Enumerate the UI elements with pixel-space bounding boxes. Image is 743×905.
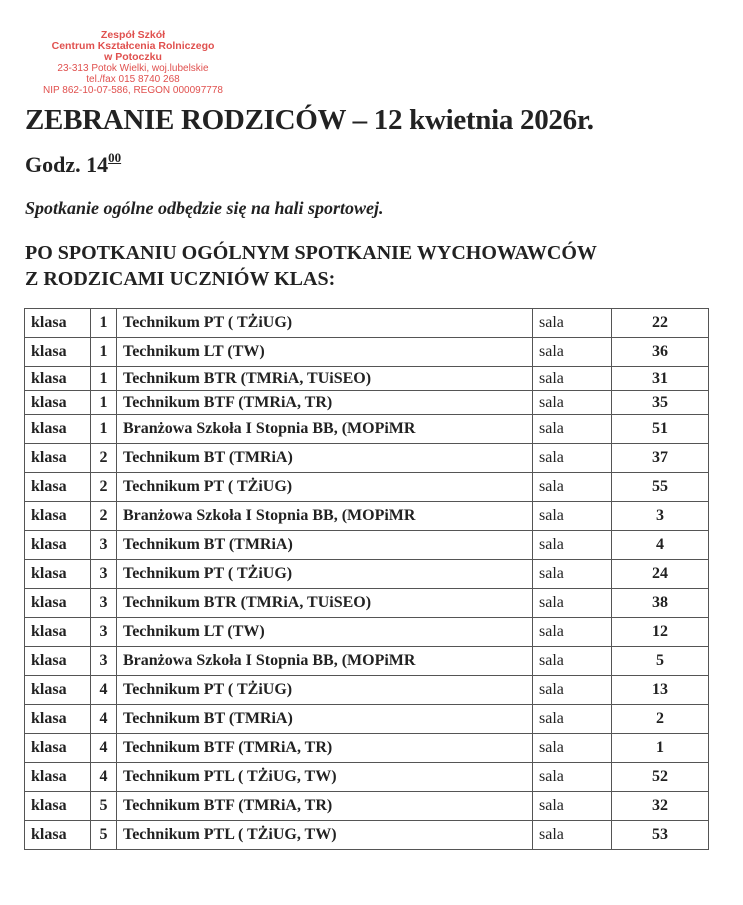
table-row	[25, 338, 709, 367]
room-label: sala	[533, 391, 612, 415]
meeting-time	[25, 152, 121, 178]
room-number: 13	[612, 676, 709, 705]
class-name: Technikum BTR (TMRiA, TUiSEO)	[117, 367, 533, 391]
class-label: klasa	[25, 792, 91, 821]
class-label: klasa	[25, 734, 91, 763]
class-year: 4	[91, 676, 117, 705]
room-label: sala	[533, 444, 612, 473]
class-year: 3	[91, 531, 117, 560]
class-year: 3	[91, 647, 117, 676]
class-name: Technikum BTR (TMRiA, TUiSEO)	[117, 589, 533, 618]
room-number: 4	[612, 531, 709, 560]
stamp-line: NIP 862-10-07-586, REGON 000097778	[43, 85, 223, 96]
class-label: klasa	[25, 618, 91, 647]
room-number: 3	[612, 502, 709, 531]
class-year: 4	[91, 763, 117, 792]
stamp-line: w Potoczku	[104, 51, 162, 63]
room-label: sala	[533, 734, 612, 763]
time-label: Godz. 14	[25, 152, 109, 177]
school-stamp	[28, 30, 238, 96]
room-number: 1	[612, 734, 709, 763]
table-row	[25, 531, 709, 560]
document-title: ZEBRANIE RODZICÓW – 12 kwietnia 2026r.	[25, 104, 594, 136]
room-label: sala	[533, 676, 612, 705]
table-row	[25, 734, 709, 763]
class-name: Technikum BT (TMRiA)	[117, 444, 533, 473]
class-name: Technikum PT ( TŻiUG)	[117, 560, 533, 589]
class-year: 1	[91, 338, 117, 367]
room-number: 5	[612, 647, 709, 676]
room-number: 51	[612, 415, 709, 444]
room-label: sala	[533, 531, 612, 560]
class-year: 3	[91, 560, 117, 589]
room-number: 32	[612, 792, 709, 821]
class-year: 1	[91, 367, 117, 391]
class-name: Technikum LT (TW)	[117, 338, 533, 367]
stamp-line: tel./fax 015 8740 268	[86, 74, 180, 85]
class-year: 5	[91, 821, 117, 850]
table-row	[25, 647, 709, 676]
class-label: klasa	[25, 415, 91, 444]
class-year: 2	[91, 473, 117, 502]
room-label: sala	[533, 338, 612, 367]
room-label: sala	[533, 792, 612, 821]
class-year: 2	[91, 444, 117, 473]
class-label: klasa	[25, 647, 91, 676]
table-row	[25, 821, 709, 850]
table-row	[25, 309, 709, 338]
general-meeting-info: Spotkanie ogólne odbędzie się na hali sportowej.	[25, 198, 384, 218]
class-name: Technikum BTF (TMRiA, TR)	[117, 391, 533, 415]
room-number: 22	[612, 309, 709, 338]
table-row	[25, 589, 709, 618]
room-label: sala	[533, 589, 612, 618]
room-label: sala	[533, 763, 612, 792]
table-row	[25, 473, 709, 502]
class-label: klasa	[25, 763, 91, 792]
room-label: sala	[533, 473, 612, 502]
table-row	[25, 618, 709, 647]
room-number: 35	[612, 391, 709, 415]
class-year: 3	[91, 618, 117, 647]
room-label: sala	[533, 647, 612, 676]
class-label: klasa	[25, 473, 91, 502]
room-number: 24	[612, 560, 709, 589]
class-name: Technikum PT ( TŻiUG)	[117, 676, 533, 705]
class-name: Technikum BTF (TMRiA, TR)	[117, 792, 533, 821]
class-name: Technikum PT ( TŻiUG)	[117, 309, 533, 338]
stamp-line: 23-313 Potok Wielki, woj.lubelskie	[57, 63, 209, 74]
table-row	[25, 792, 709, 821]
class-label: klasa	[25, 338, 91, 367]
table-row	[25, 502, 709, 531]
room-number: 55	[612, 473, 709, 502]
room-label: sala	[533, 705, 612, 734]
class-name: Technikum PTL ( TŻiUG, TW)	[117, 821, 533, 850]
class-room-table	[24, 308, 709, 850]
class-label: klasa	[25, 589, 91, 618]
class-name: Technikum BT (TMRiA)	[117, 705, 533, 734]
stamp-line: Centrum Kształcenia Rolniczego	[51, 40, 215, 52]
room-label: sala	[533, 560, 612, 589]
class-label: klasa	[25, 309, 91, 338]
class-name: Technikum BT (TMRiA)	[117, 531, 533, 560]
table-row	[25, 367, 709, 391]
class-label: klasa	[25, 391, 91, 415]
class-name: Technikum BTF (TMRiA, TR)	[117, 734, 533, 763]
room-label: sala	[533, 415, 612, 444]
room-number: 53	[612, 821, 709, 850]
class-name: Technikum PTL ( TŻiUG, TW)	[117, 763, 533, 792]
class-name: Technikum PT ( TŻiUG)	[117, 473, 533, 502]
room-label: sala	[533, 618, 612, 647]
table-row	[25, 444, 709, 473]
room-label: sala	[533, 309, 612, 338]
table-row	[25, 705, 709, 734]
room-number: 52	[612, 763, 709, 792]
class-year: 1	[91, 415, 117, 444]
stamp-line: Zespół Szkół	[100, 29, 166, 41]
class-label: klasa	[25, 676, 91, 705]
table-row	[25, 415, 709, 444]
table-row	[25, 676, 709, 705]
room-number: 12	[612, 618, 709, 647]
class-label: klasa	[25, 560, 91, 589]
class-year: 5	[91, 792, 117, 821]
class-name: Branżowa Szkoła I Stopnia BB, (MOPiMR	[117, 502, 533, 531]
class-year: 2	[91, 502, 117, 531]
table-row	[25, 560, 709, 589]
heading-line: Z RODZICAMI UCZNIÓW KLAS:	[25, 268, 336, 290]
class-name: Technikum LT (TW)	[117, 618, 533, 647]
class-year: 4	[91, 705, 117, 734]
class-label: klasa	[25, 502, 91, 531]
class-label: klasa	[25, 531, 91, 560]
room-number: 37	[612, 444, 709, 473]
heading-line: PO SPOTKANIU OGÓLNYM SPOTKANIE WYCHOWAWCÓW	[25, 242, 597, 264]
class-label: klasa	[25, 705, 91, 734]
class-name: Branżowa Szkoła I Stopnia BB, (MOPiMR	[117, 647, 533, 676]
class-label: klasa	[25, 367, 91, 391]
room-number: 2	[612, 705, 709, 734]
room-number: 31	[612, 367, 709, 391]
room-number: 38	[612, 589, 709, 618]
room-label: sala	[533, 821, 612, 850]
class-year: 4	[91, 734, 117, 763]
table-row	[25, 763, 709, 792]
class-year: 1	[91, 309, 117, 338]
room-number: 36	[612, 338, 709, 367]
table-row	[25, 391, 709, 415]
room-label: sala	[533, 502, 612, 531]
class-label: klasa	[25, 444, 91, 473]
class-year: 3	[91, 589, 117, 618]
class-label: klasa	[25, 821, 91, 850]
time-minutes: 00	[108, 150, 122, 165]
room-label: sala	[533, 367, 612, 391]
section-heading	[25, 240, 597, 292]
class-year: 1	[91, 391, 117, 415]
class-name: Branżowa Szkoła I Stopnia BB, (MOPiMR	[117, 415, 533, 444]
